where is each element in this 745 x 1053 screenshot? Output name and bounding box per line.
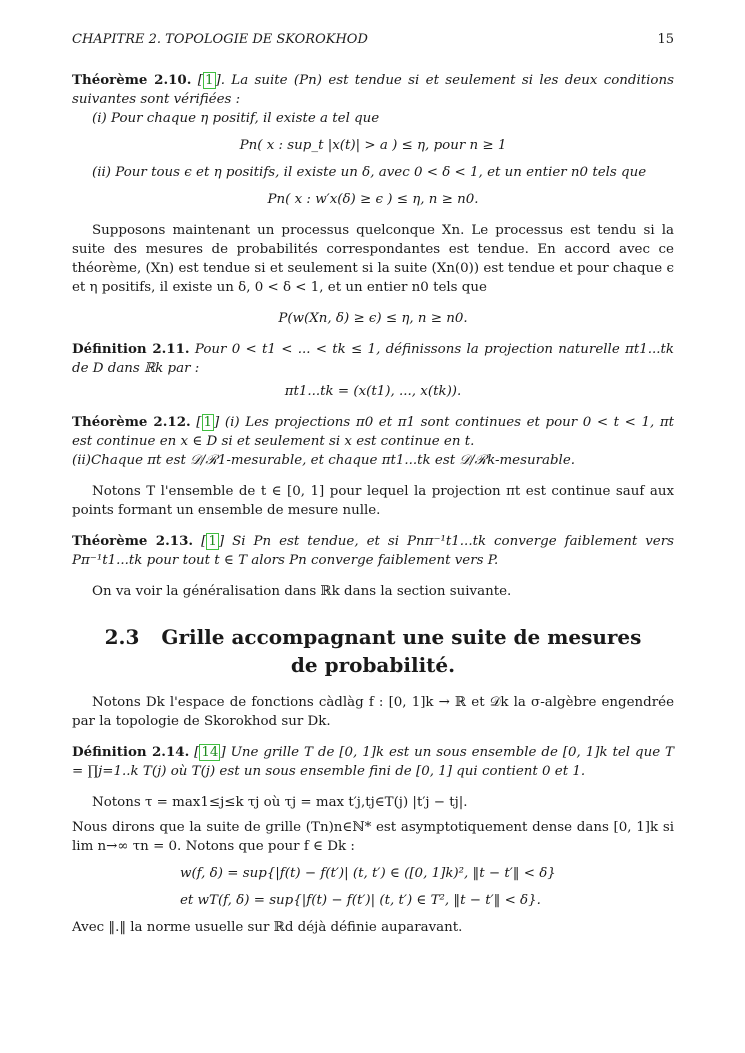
paragraph-asymptotique: Nous dirons que la suite de grille (Tn)n∈ℕ* est asymptotiquement dense dans [0, 1]k si lim n→∞ τn = 0. Notons que pour f ∈ Dk :: [72, 820, 674, 854]
theorem-statement: Si Pn est tendue, et si Pnπ⁻¹t1...tk converge faiblement vers Pπ⁻¹t1...tk pour tout t ∈ T alors Pn converge faiblement vers P.: [72, 534, 675, 568]
section-number: 2.3: [104, 625, 140, 649]
projection-equation: πt1...tk = (x(t1), ..., x(tk)).: [284, 384, 462, 399]
equation-3: P(w(Xn, δ) ≥ ϵ) ≤ η, n ≥ n0.: [278, 311, 468, 326]
paragraph-ensemble-T: Notons T l'ensemble de t ∈ [0, 1] pour lequel la projection πt est continue sauf aux points formant un ensemble de mesure nulle.: [72, 484, 674, 518]
definition-2-14: Définition 2.14. [ 14 ] Une grille T de [0, 1]k est un sous ensemble de [0, 1]k tel que T = ∏j=1..k T(j) où T(j) est un sous ensemble fini de [0, 1] qui contient 0 et 1.: [72, 744, 674, 779]
paragraph-processus: Supposons maintenant un processus quelconque Xn. Le processus est tendu si la suite des mesures de probabilités correspondantes est tendue. En accord avec ce théorème, (Xn) est tendue si et seulement si la suite (Xn(0)) est tendue et pour chaque ϵ et η positifs, il existe un δ, 0 < δ < 1, et un entier n0 tels que: [72, 223, 674, 295]
section-heading: [72, 623, 674, 679]
definition-heading: Définition 2.14.: [72, 744, 190, 760]
theorem-heading: Théorème 2.10.: [72, 72, 192, 88]
theorem-heading: Théorème 2.13.: [72, 533, 194, 549]
paragraph-norme: Avec ‖.‖ la norme usuelle sur ℝd déjà définie auparavant.: [72, 920, 463, 935]
theorem-2-13: Théorème 2.13. [ 1 ] Si Pn est tendue, et si Pnπ⁻¹t1...tk converge faiblement vers Pπ⁻¹t1...tk pour tout t ∈ T alors Pn converge faiblement vers P.: [72, 533, 675, 568]
definition-heading: Définition 2.11.: [72, 341, 190, 357]
theorem-2-10: Théorème 2.10. [ 1 ]. La suite (Pn) est tendue si et seulement si les deux conditions suivantes sont vérifiées : (i) Pour chaque η positif, il existe a tel que Pn( x : sup_t |x(t)| > a ) ≤ η, pour n ≥ 1 (ii) Pour tous ϵ et η positifs, il existe un δ, avec 0 < δ < 1, et un entier n0 tels que Pn( x : w′x(δ) ≥ ϵ ) ≤ η, n ≥ n0.: [72, 72, 674, 207]
equation-modulus-grid: et wT(f, δ) = sup{|f(t) − f(t′)| (t, t′) ∈ T², ‖t − t′‖ < δ}.: [180, 893, 541, 908]
chapter-title: CHAPITRE 2. TOPOLOGIE DE SKOROKHOD: [72, 32, 368, 47]
theorem-statement: . La suite (Pn) est tendue si et seulement si les deux conditions suivantes sont vérifiées :: [72, 73, 674, 107]
theorem-line-1: (i) Les projections π0 et π1 sont continues et pour 0 < t < 1, πt est continue en x ∈ D si et seulement si x est continue en t.: [72, 415, 675, 449]
citation-link[interactable]: 1: [208, 534, 217, 549]
theorem-heading: Théorème 2.12.: [72, 414, 191, 430]
running-head: [72, 30, 674, 49]
definition-statement: Une grille T de [0, 1]k est un sous ensemble de [0, 1]k tel que T = ∏j=1..k T(j) où T(j) est un sous ensemble fini de [0, 1] qui contient 0 et 1.: [72, 745, 674, 779]
citation-link[interactable]: 14: [201, 745, 219, 760]
paragraph-tau: Notons τ = max1≤j≤k τj où τj = max t′j,tj∈T(j) |t′j − tj|.: [92, 795, 468, 810]
page-number: 15: [657, 32, 674, 47]
equation-modulus: w(f, δ) = sup{|f(t) − f(t′)| (t, t′) ∈ ([0, 1]k)², ‖t − t′‖ < δ}: [180, 866, 556, 881]
paragraph-generalisation: On va voir la généralisation dans ℝk dans la section suivante.: [92, 584, 512, 599]
equation-1: Pn( x : sup_t |x(t)| > a ) ≤ η, pour n ≥ 1: [239, 138, 507, 153]
definition-2-11: [72, 340, 674, 401]
page: [72, 30, 674, 937]
citation-link[interactable]: 1: [203, 415, 213, 430]
paragraph-espace-Dk: Notons Dk l'espace de fonctions càdlàg f : [0, 1]k → ℝ et 𝒟k la σ-algèbre engendrée par la topologie de Skorokhod sur Dk.: [72, 695, 674, 729]
condition-ii: (ii) Pour tous ϵ et η positifs, il existe un δ, avec 0 < δ < 1, et un entier n0 tels que: [92, 165, 647, 180]
definition-statement: Pour 0 < t1 < ... < tk ≤ 1, définissons la projection naturelle πt1...tk de D dans ℝk par :: [72, 342, 674, 376]
equation-2: Pn( x : w′x(δ) ≥ ϵ ) ≤ η, n ≥ n0.: [267, 192, 479, 207]
section-title: Grille accompagnant une suite de mesures de probabilité.: [161, 625, 642, 677]
citation-link[interactable]: 1: [204, 73, 214, 88]
theorem-2-12: Théorème 2.12. [ 1 ] (i) Les projections π0 et π1 sont continues et pour 0 < t < 1, πt est continue en x ∈ D si et seulement si x est continue en t. (ii)Chaque πt est 𝒟/ℛ1-mesurable, et chaque πt1...tk est 𝒟/ℛk-mesurable.: [72, 414, 675, 468]
condition-i: (i) Pour chaque η positif, il existe a tel que: [92, 111, 380, 126]
theorem-line-2: (ii)Chaque πt est 𝒟/ℛ1-mesurable, et chaque πt1...tk est 𝒟/ℛk-mesurable.: [72, 453, 576, 468]
